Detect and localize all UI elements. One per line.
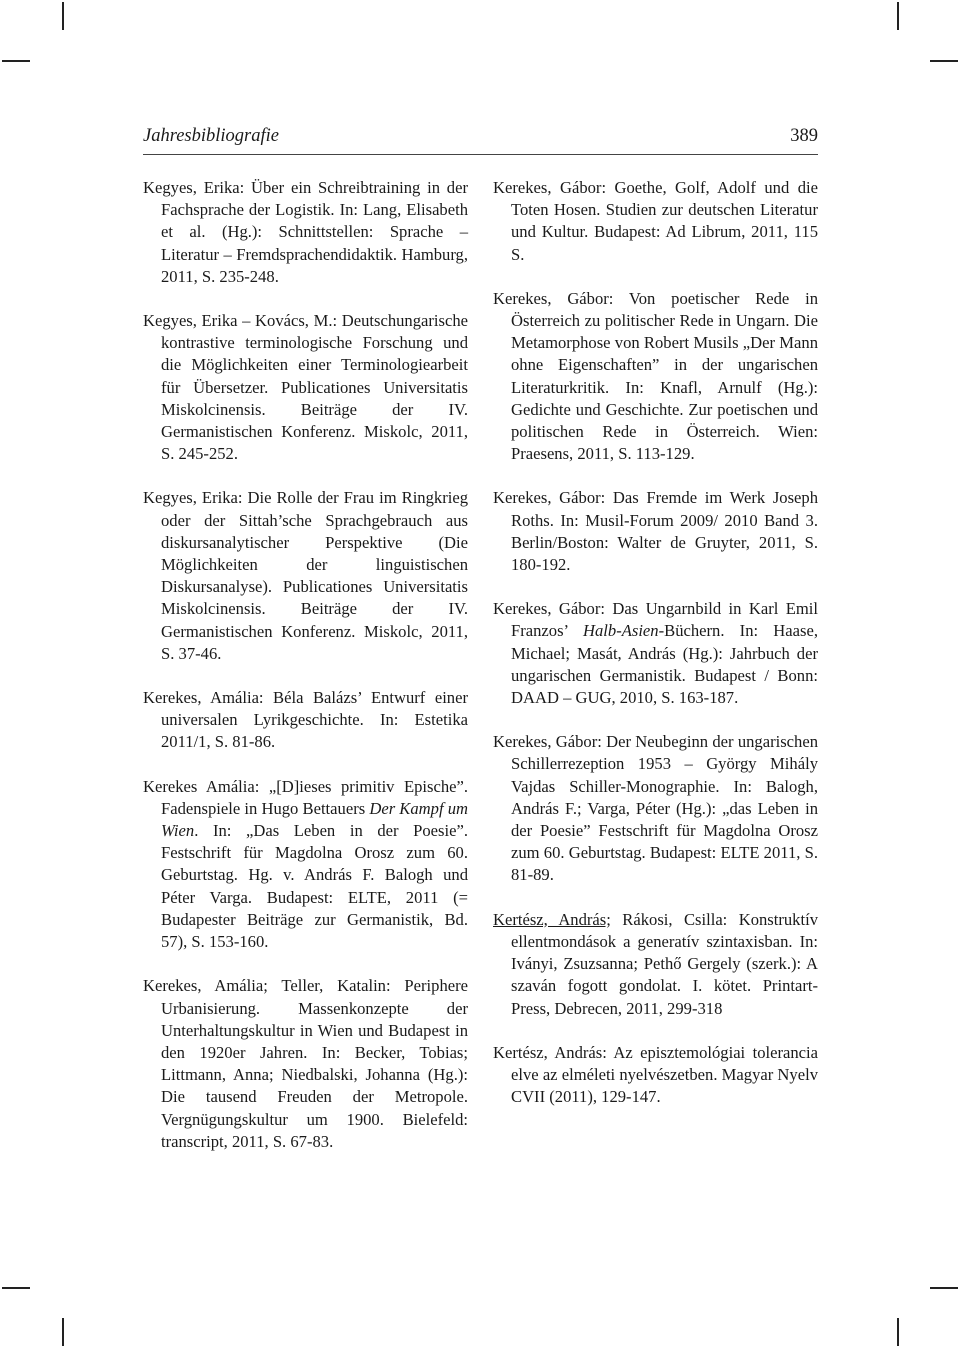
crop-mark <box>930 1287 958 1289</box>
bibliography-entry <box>493 909 818 1020</box>
entry-text: Kerekes, Gábor: Das Ungarnbild in Karl Emil Franzos’ <box>493 599 818 641</box>
bibliography-entry <box>493 598 818 709</box>
crop-mark <box>897 1318 899 1346</box>
bibliography-entry: Kegyes, Erika: Über ein Schreibtraining in der Fachsprache der Logistik. In: Lang, Elisabeth et al. (Hg.): Schnittstellen: Sprache – Literatur – Fremdsprachendidaktik. Hamburg, 2011, S. 235-248. <box>143 178 468 286</box>
bibliography-entry: Kerekes, Gábor: Der Neubeginn der ungarischen Schillerrezeption 1953 – György Mihály Vajdas Schiller-Monographie. In: Balogh, András F.; Varga, Péter (Hg.): „das Leben in der Poesie” Festschrift für Magdolna Orosz zum 60. Geburtstag. Budapest: ELTE 2011, S. 81-89. <box>493 732 818 885</box>
bibliography-entry: Kerekes, Amália; Teller, Katalin: Periphere Urbanisierung. Massenkonzepte der Unterhaltungskultur in Wien und Budapest in den 1920er Jahren. In: Becker, Tobias; Littmann, Anna; Niedbalski, Johanna (Hg.): Die tausend Freuden der Metropole. Vergnügungskultur um 1900. Bielefeld: transcript, 2011, S. 67-83. <box>143 976 468 1151</box>
entry-text: Kerekes Amália: „[D]ieses primitiv Epische”. Fadenspiele in Hugo Bettauers <box>143 776 468 818</box>
entry-italic-title: Der Kampf um Wien <box>161 798 468 841</box>
bibliography-entry <box>143 776 468 954</box>
crop-mark <box>897 2 899 30</box>
entry-text: . In: „Das Leben in der Poesie”. Festschrift für Magdolna Orosz zum 60. Geburtstag. Hg. v. András F. Balogh und Péter Varga. Budapest: ELTE, 2011 (= Budapester Beiträge zur Germanistik, Bd. 57), S. 153-160. <box>161 821 468 952</box>
crop-mark <box>930 60 958 62</box>
entry-text: -Büchern. In: Haase, Michael; Masát, András (Hg.): Jahrbuch der ungarischen Germanistik. Budapest / Bonn: DAAD – GUG, 2010, S. 163-187. <box>511 621 818 708</box>
crop-mark <box>62 1318 64 1346</box>
crop-mark <box>62 2 64 30</box>
bibliography-entry: Kerekes, Gábor: Das Fremde im Werk Joseph Roths. In: Musil-Forum 2009/ 2010 Band 3. Berlin/Boston: Walter de Gruyter, 2011, S. 180-192. <box>493 488 818 575</box>
page-number: 389 <box>790 126 818 146</box>
bibliography-entry: Kertész, András: Az episztemológiai tolerancia elve az elméleti nyelvészetben. Magyar Nyelv CVII (2011), 129-147. <box>493 1042 818 1107</box>
crop-mark <box>2 1287 30 1289</box>
crop-mark <box>2 60 30 62</box>
left-column <box>143 177 468 1175</box>
bibliography-entry: Kerekes, Gábor: Von poetischer Rede in Österreich zu politischer Rede in Ungarn. Die Metamorphose von Robert Musils „Der Mann ohne Eigenschaften” in der ungarischen Literaturkritik. In: Knafl, Arnulf (Hg.): Gedichte und Geschichte. Zur poetischen und politischen Rede in Österreich. Wien: Praesens, 2011, S. 113-129. <box>493 288 818 464</box>
entry-italic-title: Halb-Asien <box>583 621 659 641</box>
bibliography-entry: Kegyes, Erika – Kovács, M.: Deutschungarische kontrastive terminologische Forschung und die Möglichkeiten einer Terminologiearbeit für Übersetzer. Publicationes Universitatis Miskolcinensis. Beiträge der IV. Germanistischen Konferenz. Miskolc, 2011, S. 245-252. <box>143 311 468 464</box>
bibliography-entry: Kegyes, Erika: Die Rolle der Frau im Ringkrieg oder der Sittah’sche Sprachgebrauch aus diskursanalytischer Perspektive (Die Möglichkeiten der linguistischen Diskursanalyse). Publicationes Universitatis Miskolcinensis. Beiträge der IV. Germanistischen Konferenz. Miskolc, 2011, S. 37-46. <box>143 488 468 663</box>
entry-text: Rákosi, Csilla: Konstruktív ellentmondások a generatív szintaxisban. In: Iványi, Zsuzsanna; Pethő Gergely (szerk.): A szaván fogott gondolat. I. kötet. Printart-Press, Debrecen, 2011, 299-318 <box>511 909 818 1018</box>
entry-underlined-author: Kertész, András; <box>493 909 611 929</box>
bibliography-entry: Kerekes, Gábor: Goethe, Golf, Adolf und die Toten Hosen. Studien zur deutschen Literatur und Kultur. Budapest: Ad Librum, 2011, 115 S. <box>493 178 818 264</box>
bibliography-entry: Kerekes, Amália: Béla Balázs’ Entwurf einer universalen Lyrikgeschichte. In: Estetika 2011/1, S. 81-86. <box>143 688 468 752</box>
right-column <box>493 177 818 1130</box>
running-title: Jahresbibliografie <box>143 126 279 146</box>
page-header <box>143 124 818 155</box>
